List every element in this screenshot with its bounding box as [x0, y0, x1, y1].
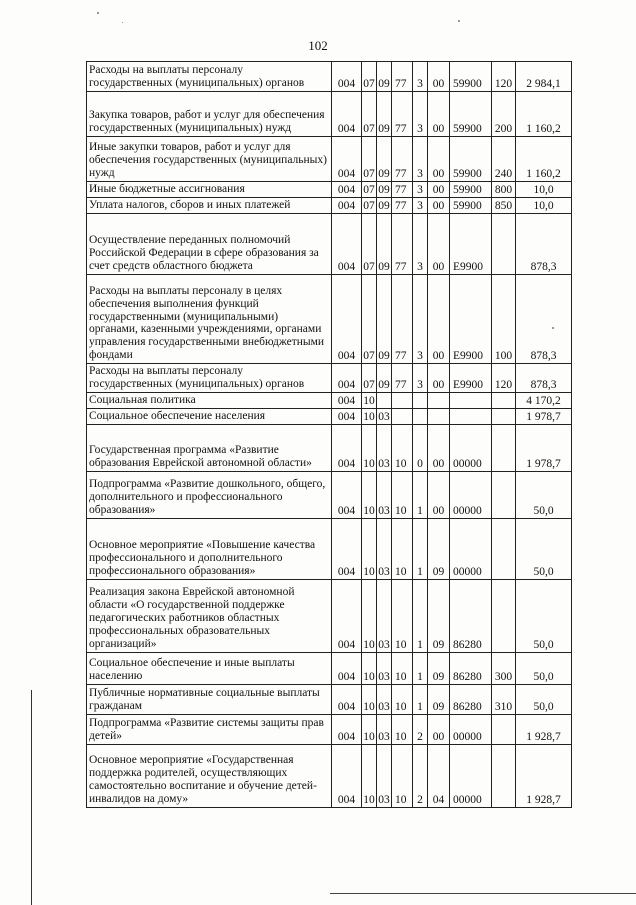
subprogram-code: 3 [413, 92, 428, 137]
scan-edge-line [31, 690, 32, 905]
group-code: 00 [428, 424, 450, 471]
table-row [87, 92, 572, 137]
admin-code: 004 [332, 198, 362, 214]
admin-code: 004 [332, 714, 362, 744]
row-name: Расходы на выплаты персоналу государственных (муниципальных) органов [87, 62, 332, 92]
group-code: 00 [428, 364, 450, 393]
subprogram-code: 3 [413, 214, 428, 275]
target-code: E9900 [450, 364, 492, 393]
amount: 10,0 [516, 182, 572, 198]
amount: 50,0 [516, 518, 572, 579]
table-row [87, 579, 572, 652]
target-code: 59900 [450, 137, 492, 182]
amount: 1 978,7 [516, 424, 572, 471]
page-number: 102 [308, 38, 328, 53]
program-code: 77 [392, 275, 413, 364]
amount: 1 978,7 [516, 408, 572, 424]
target-code: 00000 [450, 714, 492, 744]
row-name: Социальная политика [87, 392, 332, 408]
group-code: 09 [428, 518, 450, 579]
subsection-code: 09 [377, 137, 392, 182]
table-row [87, 62, 572, 92]
group-code: 00 [428, 198, 450, 214]
subsection-code: 03 [377, 424, 392, 471]
row-name: Публичные нормативные социальные выплаты гражданам [87, 684, 332, 714]
scan-speck [552, 327, 554, 329]
admin-code: 004 [332, 137, 362, 182]
row-name: Основное мероприятие «Повышение качества профессионального и дополнительного профессионального образования» [87, 518, 332, 579]
subprogram-code: 3 [413, 198, 428, 214]
expense-type-code [492, 579, 516, 652]
program-code: 10 [392, 744, 413, 807]
section-code: 07 [362, 182, 377, 198]
amount: 1 928,7 [516, 714, 572, 744]
row-name: Расходы на выплаты персоналу в целях обеспечения выполнения функций государственными (муниципальными) органами, казенными учреждениями, органами управления государственными внебюджетными фондами [87, 275, 332, 364]
subsection-code: 09 [377, 182, 392, 198]
expense-type-code: 300 [492, 652, 516, 684]
row-name: Расходы на выплаты персоналу государственных (муниципальных) органов [87, 364, 332, 393]
amount: 50,0 [516, 471, 572, 518]
section-code: 07 [362, 92, 377, 137]
row-name: Иные закупки товаров, работ и услуг для обеспечения государственных (муниципальных) нужд [87, 137, 332, 182]
subprogram-code: 3 [413, 275, 428, 364]
group-code: 00 [428, 137, 450, 182]
subsection-code: 09 [377, 92, 392, 137]
admin-code: 004 [332, 652, 362, 684]
table-row [87, 214, 572, 275]
target-code: 00000 [450, 518, 492, 579]
group-code: 09 [428, 579, 450, 652]
subsection-code: 09 [377, 62, 392, 92]
subsection-code: 09 [377, 198, 392, 214]
program-code [392, 408, 413, 424]
section-code: 10 [362, 744, 377, 807]
subsection-code: 09 [377, 214, 392, 275]
expense-type-code [492, 744, 516, 807]
row-name: Основное мероприятие «Государственная поддержка родителей, осуществляющих самостоятельно воспитание и обучение детей-инвалидов на дому» [87, 744, 332, 807]
section-code: 07 [362, 62, 377, 92]
group-code: 04 [428, 744, 450, 807]
admin-code: 004 [332, 424, 362, 471]
table-row [87, 471, 572, 518]
group-code: 00 [428, 92, 450, 137]
subsection-code: 03 [377, 714, 392, 744]
group-code: 00 [428, 471, 450, 518]
group-code: 09 [428, 684, 450, 714]
admin-code: 004 [332, 579, 362, 652]
section-code: 07 [362, 137, 377, 182]
group-code: 00 [428, 62, 450, 92]
budget-table [86, 61, 572, 808]
expense-type-code: 850 [492, 198, 516, 214]
program-code: 77 [392, 198, 413, 214]
subsection-code: 03 [377, 518, 392, 579]
admin-code: 004 [332, 471, 362, 518]
amount: 1 160,2 [516, 137, 572, 182]
target-code: E9900 [450, 214, 492, 275]
subprogram-code: 1 [413, 684, 428, 714]
subprogram-code [413, 408, 428, 424]
subprogram-code: 3 [413, 137, 428, 182]
target-code: 00000 [450, 744, 492, 807]
subprogram-code: 2 [413, 714, 428, 744]
admin-code: 004 [332, 182, 362, 198]
subprogram-code: 1 [413, 579, 428, 652]
admin-code: 004 [332, 62, 362, 92]
target-code: E9900 [450, 275, 492, 364]
subsection-code: 03 [377, 408, 392, 424]
target-code: 86280 [450, 652, 492, 684]
subsection-code: 03 [377, 579, 392, 652]
program-code: 10 [392, 684, 413, 714]
target-code: 59900 [450, 92, 492, 137]
table-row [87, 518, 572, 579]
program-code: 10 [392, 424, 413, 471]
expense-type-code: 120 [492, 62, 516, 92]
program-code: 10 [392, 471, 413, 518]
expense-type-code: 100 [492, 275, 516, 364]
expense-type-code [492, 424, 516, 471]
target-code: 59900 [450, 198, 492, 214]
table-row [87, 137, 572, 182]
section-code: 10 [362, 652, 377, 684]
group-code: 00 [428, 182, 450, 198]
program-code: 77 [392, 364, 413, 393]
expense-type-code [492, 471, 516, 518]
target-code: 00000 [450, 424, 492, 471]
amount: 10,0 [516, 198, 572, 214]
admin-code: 004 [332, 392, 362, 408]
row-name: Социальное обеспечение населения [87, 408, 332, 424]
group-code: 00 [428, 714, 450, 744]
amount: 50,0 [516, 579, 572, 652]
program-code: 77 [392, 62, 413, 92]
subsection-code: 03 [377, 471, 392, 518]
row-name: Иные бюджетные ассигнования [87, 182, 332, 198]
amount: 878,3 [516, 275, 572, 364]
expense-type-code [492, 214, 516, 275]
section-code: 10 [362, 579, 377, 652]
section-code: 10 [362, 424, 377, 471]
section-code: 10 [362, 408, 377, 424]
expense-type-code: 120 [492, 364, 516, 393]
expense-type-code [492, 408, 516, 424]
expense-type-code [492, 518, 516, 579]
table-row [87, 182, 572, 198]
subprogram-code: 3 [413, 182, 428, 198]
row-name: Подпрограмма «Развитие системы защиты прав детей» [87, 714, 332, 744]
row-name: Осуществление переданных полномочий Российской Федерации в сфере образования за счет средств областного бюджета [87, 214, 332, 275]
table-row [87, 744, 572, 807]
table-row [87, 364, 572, 393]
section-code: 10 [362, 471, 377, 518]
program-code: 77 [392, 182, 413, 198]
table-row [87, 652, 572, 684]
section-code: 07 [362, 275, 377, 364]
subsection-code: 09 [377, 364, 392, 393]
admin-code: 004 [332, 684, 362, 714]
subprogram-code: 2 [413, 744, 428, 807]
target-code: 59900 [450, 182, 492, 198]
row-name: Закупка товаров, работ и услуг для обеспечения государственных (муниципальных) нужд [87, 92, 332, 137]
group-code [428, 408, 450, 424]
amount: 2 984,1 [516, 62, 572, 92]
scan-bottom-line [330, 893, 636, 894]
subprogram-code: 1 [413, 471, 428, 518]
admin-code: 004 [332, 275, 362, 364]
expense-type-code [492, 714, 516, 744]
subsection-code [377, 392, 392, 408]
subprogram-code: 1 [413, 518, 428, 579]
table-row [87, 392, 572, 408]
program-code: 77 [392, 214, 413, 275]
group-code: 00 [428, 275, 450, 364]
section-code: 07 [362, 198, 377, 214]
program-code: 10 [392, 652, 413, 684]
expense-type-code [492, 392, 516, 408]
program-code: 10 [392, 714, 413, 744]
admin-code: 004 [332, 408, 362, 424]
expense-type-code: 200 [492, 92, 516, 137]
section-code: 10 [362, 392, 377, 408]
table-row [87, 408, 572, 424]
amount: 878,3 [516, 364, 572, 393]
admin-code: 004 [332, 518, 362, 579]
subsection-code: 03 [377, 652, 392, 684]
table-row [87, 198, 572, 214]
subprogram-code: 3 [413, 364, 428, 393]
admin-code: 004 [332, 214, 362, 275]
expense-type-code: 240 [492, 137, 516, 182]
subsection-code: 03 [377, 744, 392, 807]
group-code: 09 [428, 652, 450, 684]
program-code: 10 [392, 579, 413, 652]
amount: 1 160,2 [516, 92, 572, 137]
target-code: 86280 [450, 684, 492, 714]
section-code: 10 [362, 518, 377, 579]
scan-speck [97, 12, 99, 14]
row-name: Реализация закона Еврейской автономной области «О государственной поддержке педагогических работников областных профессиональных образовательных организаций» [87, 579, 332, 652]
group-code: 00 [428, 214, 450, 275]
subsection-code: 03 [377, 684, 392, 714]
amount: 50,0 [516, 652, 572, 684]
expense-type-code: 800 [492, 182, 516, 198]
subprogram-code [413, 392, 428, 408]
admin-code: 004 [332, 364, 362, 393]
row-name: Уплата налогов, сборов и иных платежей [87, 198, 332, 214]
section-code: 10 [362, 714, 377, 744]
scan-speck [122, 22, 123, 23]
admin-code: 004 [332, 92, 362, 137]
program-code: 10 [392, 518, 413, 579]
row-name: Подпрограмма «Развитие дошкольного, общего, дополнительного и профессионального образования» [87, 471, 332, 518]
table-row [87, 275, 572, 364]
row-name: Государственная программа «Развитие образования Еврейской автономной области» [87, 424, 332, 471]
table-row [87, 424, 572, 471]
section-code: 07 [362, 364, 377, 393]
expense-type-code: 310 [492, 684, 516, 714]
amount: 1 928,7 [516, 744, 572, 807]
program-code: 77 [392, 92, 413, 137]
subprogram-code: 3 [413, 62, 428, 92]
program-code [392, 392, 413, 408]
amount: 4 170,2 [516, 392, 572, 408]
target-code [450, 392, 492, 408]
group-code [428, 392, 450, 408]
scan-speck [458, 20, 460, 22]
admin-code: 004 [332, 744, 362, 807]
subprogram-code: 1 [413, 652, 428, 684]
table-row [87, 714, 572, 744]
table-row [87, 684, 572, 714]
subsection-code: 09 [377, 275, 392, 364]
target-code [450, 408, 492, 424]
amount: 878,3 [516, 214, 572, 275]
section-code: 10 [362, 684, 377, 714]
section-code: 07 [362, 214, 377, 275]
amount: 50,0 [516, 684, 572, 714]
subprogram-code: 0 [413, 424, 428, 471]
program-code: 77 [392, 137, 413, 182]
target-code: 86280 [450, 579, 492, 652]
row-name: Социальное обеспечение и иные выплаты населению [87, 652, 332, 684]
target-code: 59900 [450, 62, 492, 92]
target-code: 00000 [450, 471, 492, 518]
